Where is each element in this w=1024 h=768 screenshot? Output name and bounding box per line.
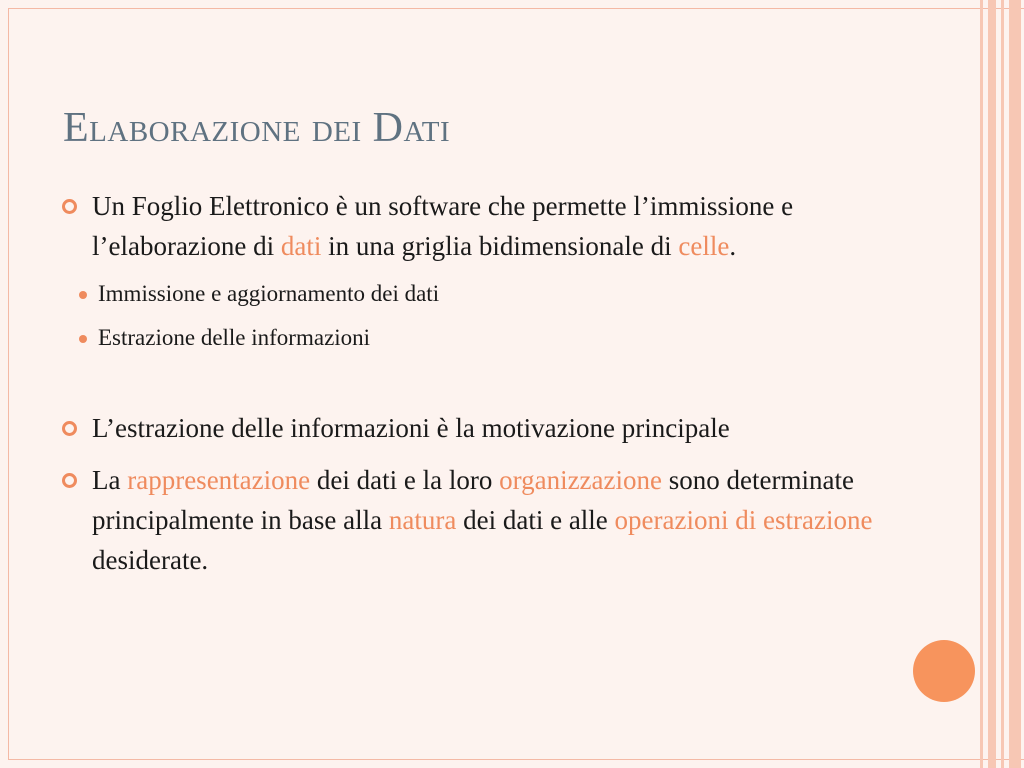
ring-bullet-icon bbox=[62, 473, 77, 488]
dot-bullet-icon bbox=[79, 335, 87, 343]
sub-item-text: Immissione e aggiornamento dei dati bbox=[98, 281, 440, 306]
bullet-item bbox=[60, 460, 900, 580]
spacer bbox=[60, 448, 900, 460]
bullet-text: . bbox=[729, 231, 737, 261]
stripe bbox=[980, 0, 983, 768]
bullet-text: La bbox=[92, 465, 128, 495]
stripe bbox=[988, 0, 996, 768]
highlight-term: celle bbox=[678, 231, 730, 261]
bullet-text: Un Foglio Elettronico è un software che permette l’immissione e l’elaborazione di bbox=[92, 191, 794, 261]
stripe bbox=[1009, 0, 1021, 768]
bullet-item bbox=[60, 186, 900, 266]
bullet-item bbox=[60, 408, 900, 448]
highlight-term: rappresentazione bbox=[127, 465, 311, 495]
ring-bullet-icon bbox=[62, 421, 77, 436]
bullet-text: desiderate. bbox=[92, 545, 209, 575]
orange-circle-decoration bbox=[913, 640, 975, 702]
stripe bbox=[1001, 0, 1004, 768]
bullet-text: dei dati e alle bbox=[456, 505, 615, 535]
slide-title: Elaborazione dei Dati bbox=[63, 105, 451, 151]
sub-list bbox=[60, 272, 900, 360]
bullet-text: in una griglia bidimensionale di bbox=[321, 231, 679, 261]
bullet-text: sono determinate principalmente in base alla bbox=[92, 465, 854, 535]
right-stripes bbox=[980, 0, 1024, 768]
highlight-term: operazioni di estrazione bbox=[614, 505, 873, 535]
ring-bullet-icon bbox=[62, 199, 77, 214]
sub-list-item bbox=[60, 316, 900, 360]
slide-content bbox=[60, 186, 900, 580]
bullet-text: dei dati e la loro bbox=[310, 465, 500, 495]
spacer bbox=[60, 360, 900, 408]
dot-bullet-icon bbox=[79, 291, 87, 299]
sub-item-text: Estrazione delle informazioni bbox=[98, 325, 371, 350]
bullet-text: L’estrazione delle informazioni è la motivazione principale bbox=[92, 413, 730, 443]
highlight-term: natura bbox=[388, 505, 457, 535]
highlight-term: dati bbox=[280, 231, 322, 261]
sub-list-item bbox=[60, 272, 900, 316]
highlight-term: organizzazione bbox=[499, 465, 662, 495]
